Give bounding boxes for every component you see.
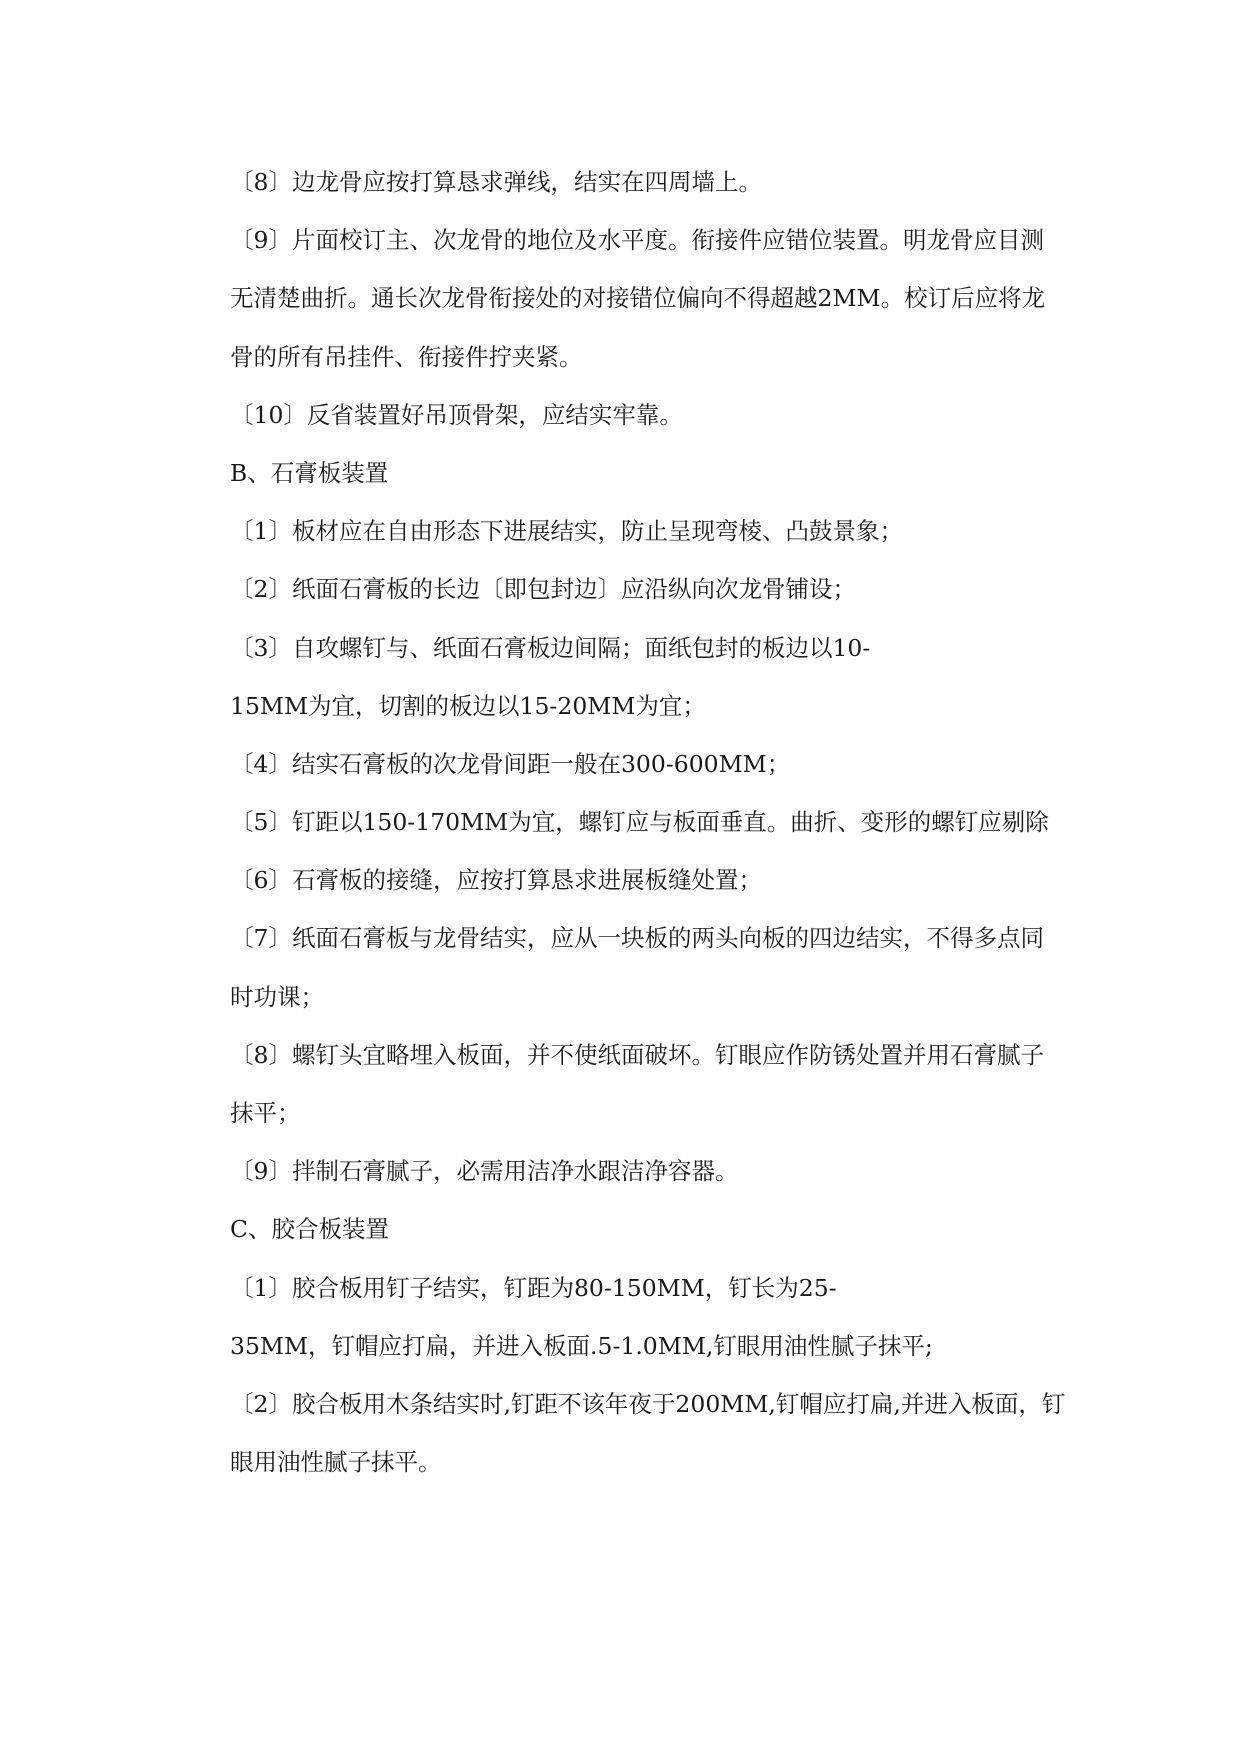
text-line: 15MM为宜，切割的板边以15-20MM为宜； <box>230 691 706 720</box>
text-line: 〔1〕板材应在自由形态下进展结实，防止呈现弯棱、凸鼓景象； <box>230 517 903 546</box>
text-line: 〔10〕反省装置好吊顶骨架，应结实牢靠。 <box>230 400 683 429</box>
text-line: 〔7〕纸面石膏板与龙骨结实，应从一块板的两头向板的四边结实，不得多点同 <box>230 924 1044 953</box>
text-line: 〔5〕钉距以150-170MM为宜，螺钉应与板面垂直。曲折、变形的螺钉应剔除 <box>230 808 1049 837</box>
text-line: 35MM，钉帽应打扁，并进入板面.5-1.0MM,钉眼用油性腻子抹平; <box>230 1331 933 1360</box>
section-heading: C、胶合板装置 <box>230 1215 389 1244</box>
document-body <box>230 162 1090 1500</box>
text-line: 〔3〕自攻螺钉与、纸面石膏板边间隔；面纸包封的板边以10- <box>230 633 871 662</box>
text-line: 无清楚曲折。通长次龙骨衔接处的对接错位偏向不得超越2MM。校订后应将龙 <box>230 284 1046 313</box>
text-line: 〔9〕拌制石膏腻子，必需用洁净水跟洁净容器。 <box>230 1157 739 1186</box>
text-line: 〔9〕片面校订主、次龙骨的地位及水平度。衔接件应错位装置。明龙骨应目测 <box>230 226 1044 255</box>
text-line: 眼用油性腻子抹平。 <box>230 1448 442 1477</box>
text-line: 〔8〕边龙骨应按打算恳求弹线，结实在四周墙上。 <box>230 168 762 196</box>
text-line: 时功课； <box>230 982 324 1011</box>
text-line: 〔2〕纸面石膏板的长边〔即包封边〕应沿纵向次龙骨铺设； <box>230 575 856 604</box>
text-line: 〔6〕石膏板的接缝，应按打算恳求进展板缝处置； <box>230 866 762 895</box>
text-line: 〔4〕结实石膏板的次龙骨间距一般在300-600MM； <box>230 749 791 778</box>
text-line: 〔8〕螺钉头宜略埋入板面，并不使纸面破坏。钉眼应作防锈处置并用石膏腻子 <box>230 1040 1044 1069</box>
text-line: 〔1〕胶合板用钉子结实，钉距为80-150MM，钉长为25- <box>230 1273 837 1302</box>
section-heading: B、石膏板装置 <box>230 458 389 487</box>
text-line: 骨的所有吊挂件、衔接件拧夹紧。 <box>230 342 583 371</box>
text-line: 抹平； <box>230 1099 301 1127</box>
text-line: 〔2〕胶合板用木条结实时,钉距不该年夜于200MM,钉帽应打扁,并进入板面，钉 <box>230 1389 1066 1418</box>
